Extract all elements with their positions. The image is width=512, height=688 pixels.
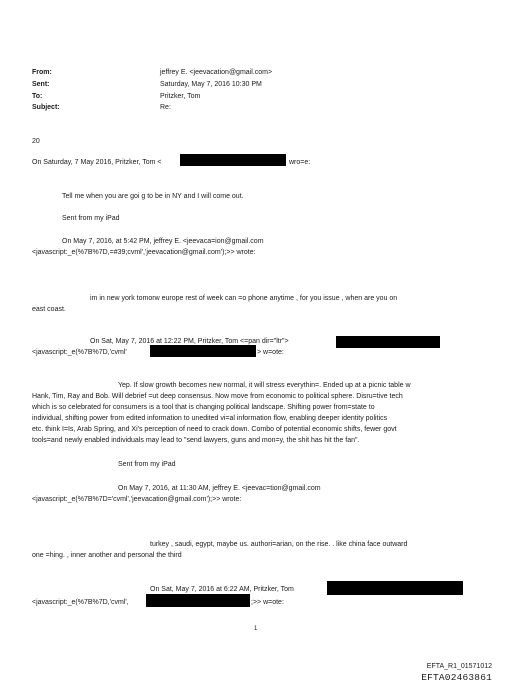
efta-reference-small: EFTA_R1_01571012: [426, 663, 492, 670]
quote-header-3-line-2a: <javascript:_e(%7B%7D,'cvml': [32, 349, 127, 356]
quote-header-2-line-1: On May 7, 2016, at 5:42 PM, jeffrey E. <jeevaca=ion@gmail.com: [62, 238, 264, 245]
sent-value: Saturday, May 7, 2016 10:30 PM: [160, 81, 262, 88]
redaction-box: [146, 594, 250, 607]
message-yep-line-6: tools=and newly enabled individuals may lead to "send lawyers, guns and mon=y, the shit has hit the fan".: [32, 437, 360, 444]
subject-value: Re:: [160, 104, 171, 111]
quote-header-3-line-1: On Sat, May 7, 2016 at 12:22 PM, Pritzker, Tom <=pan dir="ltr">: [90, 338, 289, 345]
to-label: To:: [32, 93, 43, 100]
message-tell-me: Tell me when you are goi g to be in NY and I will come out.: [62, 193, 244, 200]
message-new-york-line-1: im in new york tomorw europe rest of week can =o phone anytime , for you issue , when are you on: [90, 295, 398, 302]
subject-label: Subject:: [32, 104, 60, 111]
message-yep-line-3: which is so celebrated for consumers is a tool that is changing political landscape. Shifting power from=state to: [32, 404, 375, 411]
quote-header-2-line-2: <javascript:_e(%7B%7D,=#39;cvml','jeevacation@gmail.com');>> wrote:: [32, 249, 256, 256]
to-value: Pritzker, Tom: [160, 93, 201, 100]
sent-label: Sent:: [32, 81, 50, 88]
redaction-box: [327, 581, 463, 595]
message-turkey-line-1: turkey , saudi, egypt, maybe us. authori=arian, on the rise. . like china face outward: [150, 541, 408, 548]
message-turkey-line-2: one =hing. , inner another and personal the third: [32, 552, 182, 559]
quote-header-5-line-2b: ;>> w=ote:: [251, 599, 284, 606]
quote-header-3-line-2b: > w=ote:: [257, 349, 284, 356]
sent-from-ipad-1: Sent from my iPad: [62, 215, 120, 222]
redaction-box: [336, 336, 440, 348]
message-yep-line-4: individual, shifting power from edited information to unedited vi=al information flow, enabling deeper identity politics: [32, 415, 388, 422]
redaction-box: [150, 345, 256, 357]
quote-header-5-line-2a: <javascript:_e(%7B%7D,'cvml',: [32, 599, 129, 606]
message-yep-line-2: Hank, Tim, Ray and Bob. Will debrief =ut deep consensus. Now move from economic to political sphere. Disru=tive tech: [32, 393, 403, 400]
quote-header-4-line-2: <javascript:_e(%7B%7D='cvml','jeevacation@gmail.com');>> wrote:: [32, 496, 242, 503]
message-yep-line-5: etc. think I=Is, Arab Spring, and Xi's perception of need to crack down. Combo of potential economic shifts, fewer govt: [32, 426, 397, 433]
message-yep-line-1: Yep. If slow growth becomes new normal, it will stress everythin=. Ended up at a picnic table w: [118, 382, 411, 389]
quote-header-1: On Saturday, 7 May 2016, Pritzker, Tom <: [32, 159, 162, 166]
efta-reference-large: EFTA02463861: [421, 672, 492, 683]
quote-header-4-line-1: On May 7, 2016, at 11:30 AM, jeffrey E. <jeevac=tion@gmail.com: [118, 485, 321, 492]
from-label: From:: [32, 69, 52, 76]
body-line-20: 20: [32, 138, 40, 145]
sent-from-ipad-2: Sent from my iPad: [118, 461, 176, 468]
page-number: 1: [254, 626, 258, 632]
from-value: jeffrey E. <jeevacation@gmail.com>: [160, 69, 273, 76]
redaction-box: [180, 154, 286, 166]
message-new-york-line-2: east coast.: [32, 306, 66, 313]
quote-header-5-line-1: On Sat, May 7, 2016 at 6:22 AM, Pritzker, Tom: [150, 586, 294, 593]
quote-header-1-end: wro=e:: [289, 159, 311, 166]
